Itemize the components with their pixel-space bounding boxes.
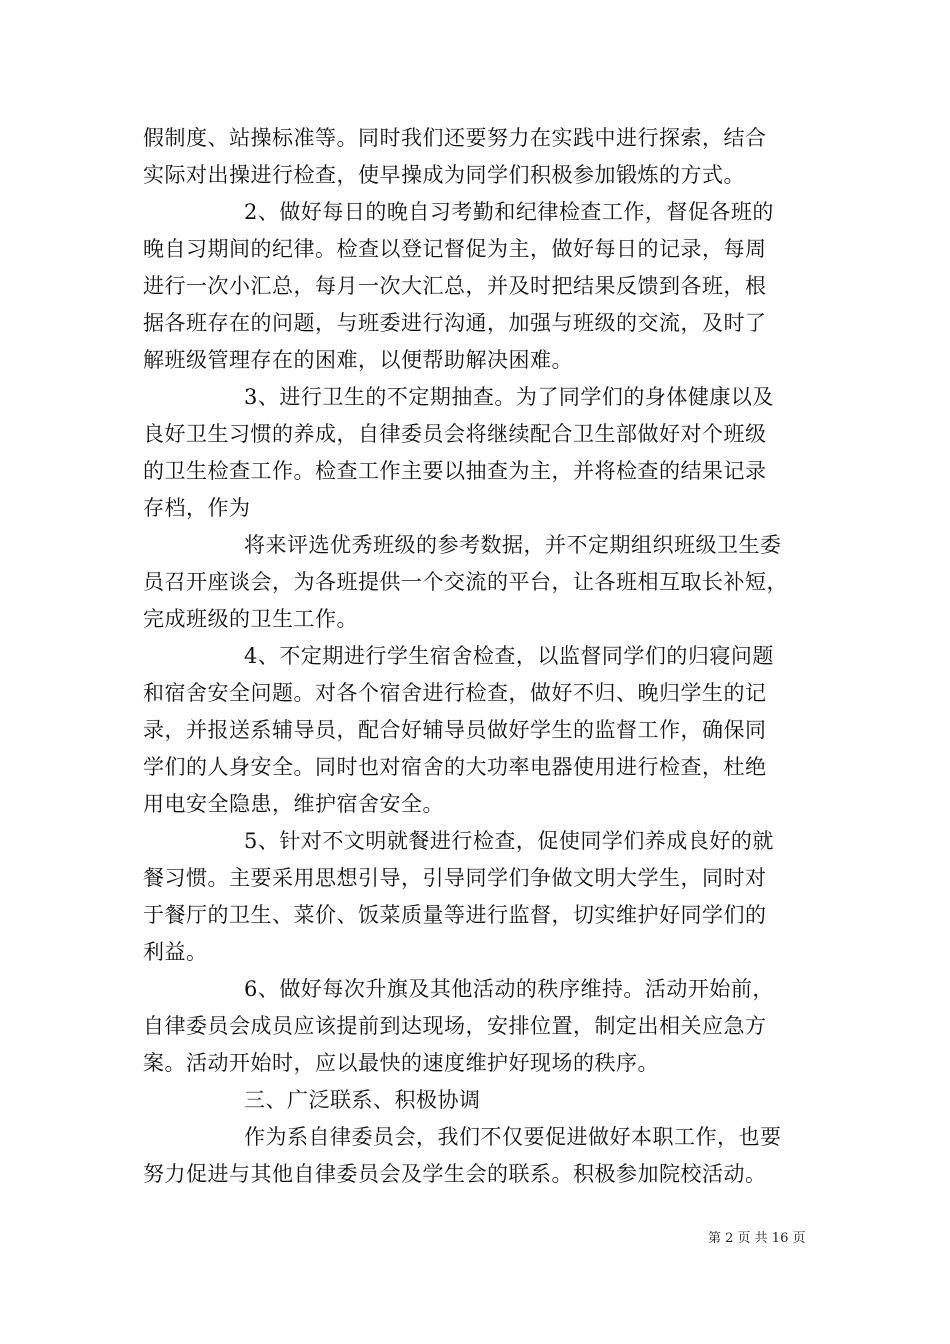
paragraph-2-start: 2、做好每日的晚自习考勤和纪律检查工作，督促各班的 bbox=[244, 200, 774, 224]
section-heading: 三、广泛联系、积极协调 bbox=[244, 1088, 481, 1112]
text-line: 于餐厅的卫生、菜价、饭菜质量等进行监督，切实维护好同学们的 bbox=[143, 903, 767, 927]
text-line: 良好卫生习惯的养成，自律委员会将继续配合卫生部做好对个班级 bbox=[143, 422, 767, 446]
text-line: 进行一次小汇总，每月一次大汇总，并及时把结果反馈到各班，根 bbox=[143, 274, 767, 298]
text-line: 员召开座谈会，为各班提供一个交流的平台，让各班相互取长补短， bbox=[143, 570, 788, 594]
paragraph-4-start: 4、不定期进行学生宿舍检查，以监督同学们的归寝问题 bbox=[244, 644, 774, 668]
text-line: 自律委员会成员应该提前到达现场，安排位置，制定出相关应急方 bbox=[143, 1014, 767, 1038]
paragraph-5-start: 5、针对不文明就餐进行检查，促使同学们养成良好的就 bbox=[244, 829, 774, 853]
text-line: 的卫生检查工作。检查工作主要以抽查为主，并将检查的结果记录 bbox=[143, 459, 767, 483]
text-line: 解班级管理存在的困难，以便帮助解决困难。 bbox=[143, 348, 573, 372]
text-line: 案。活动开始时，应以最快的速度维护好现场的秩序。 bbox=[143, 1051, 659, 1075]
text-line: 学们的人身安全。同时也对宿舍的大功率电器使用进行检查，杜绝 bbox=[143, 755, 767, 779]
text-line: 用电安全隐患，维护宿舍安全。 bbox=[143, 792, 444, 816]
paragraph-3-start: 3、进行卫生的不定期抽查。为了同学们的身体健康以及 bbox=[244, 385, 774, 409]
text-line: 完成班级的卫生工作。 bbox=[143, 607, 358, 631]
text-line: 据各班存在的问题，与班委进行沟通，加强与班级的交流，及时了 bbox=[143, 311, 767, 335]
text-line: 和宿舍安全问题。对各个宿舍进行检查，做好不归、晚归学生的记 bbox=[143, 681, 767, 705]
paragraph-section3-start: 作为系自律委员会，我们不仅要促进做好本职工作，也要 bbox=[244, 1125, 782, 1149]
text-line: 假制度、站操标准等。同时我们还要努力在实践中进行探索，结合 bbox=[143, 126, 767, 150]
text-line: 努力促进与其他自律委员会及学生会的联系。积极参加院校活动。 bbox=[143, 1162, 767, 1186]
text-line: 晚自习期间的纪律。检查以登记督促为主，做好每日的记录，每周 bbox=[143, 237, 767, 261]
paragraph-6-start: 6、做好每次升旗及其他活动的秩序维持。活动开始前， bbox=[244, 977, 774, 1001]
text-line: 利益。 bbox=[143, 940, 208, 964]
page-number-footer: 第 2 页 共 16 页 bbox=[708, 1231, 806, 1246]
text-line: 录，并报送系辅导员，配合好辅导员做好学生的监督工作，确保同 bbox=[143, 718, 767, 742]
text-line: 存档，作为 bbox=[143, 496, 251, 520]
text-line: 实际对出操进行检查，使早操成为同学们积极参加锻炼的方式。 bbox=[143, 163, 745, 187]
paragraph-continuation-start: 将来评选优秀班级的参考数据，并不定期组织班级卫生委 bbox=[244, 533, 782, 557]
text-line: 餐习惯。主要采用思想引导，引导同学们争做文明大学生，同时对 bbox=[143, 866, 767, 890]
